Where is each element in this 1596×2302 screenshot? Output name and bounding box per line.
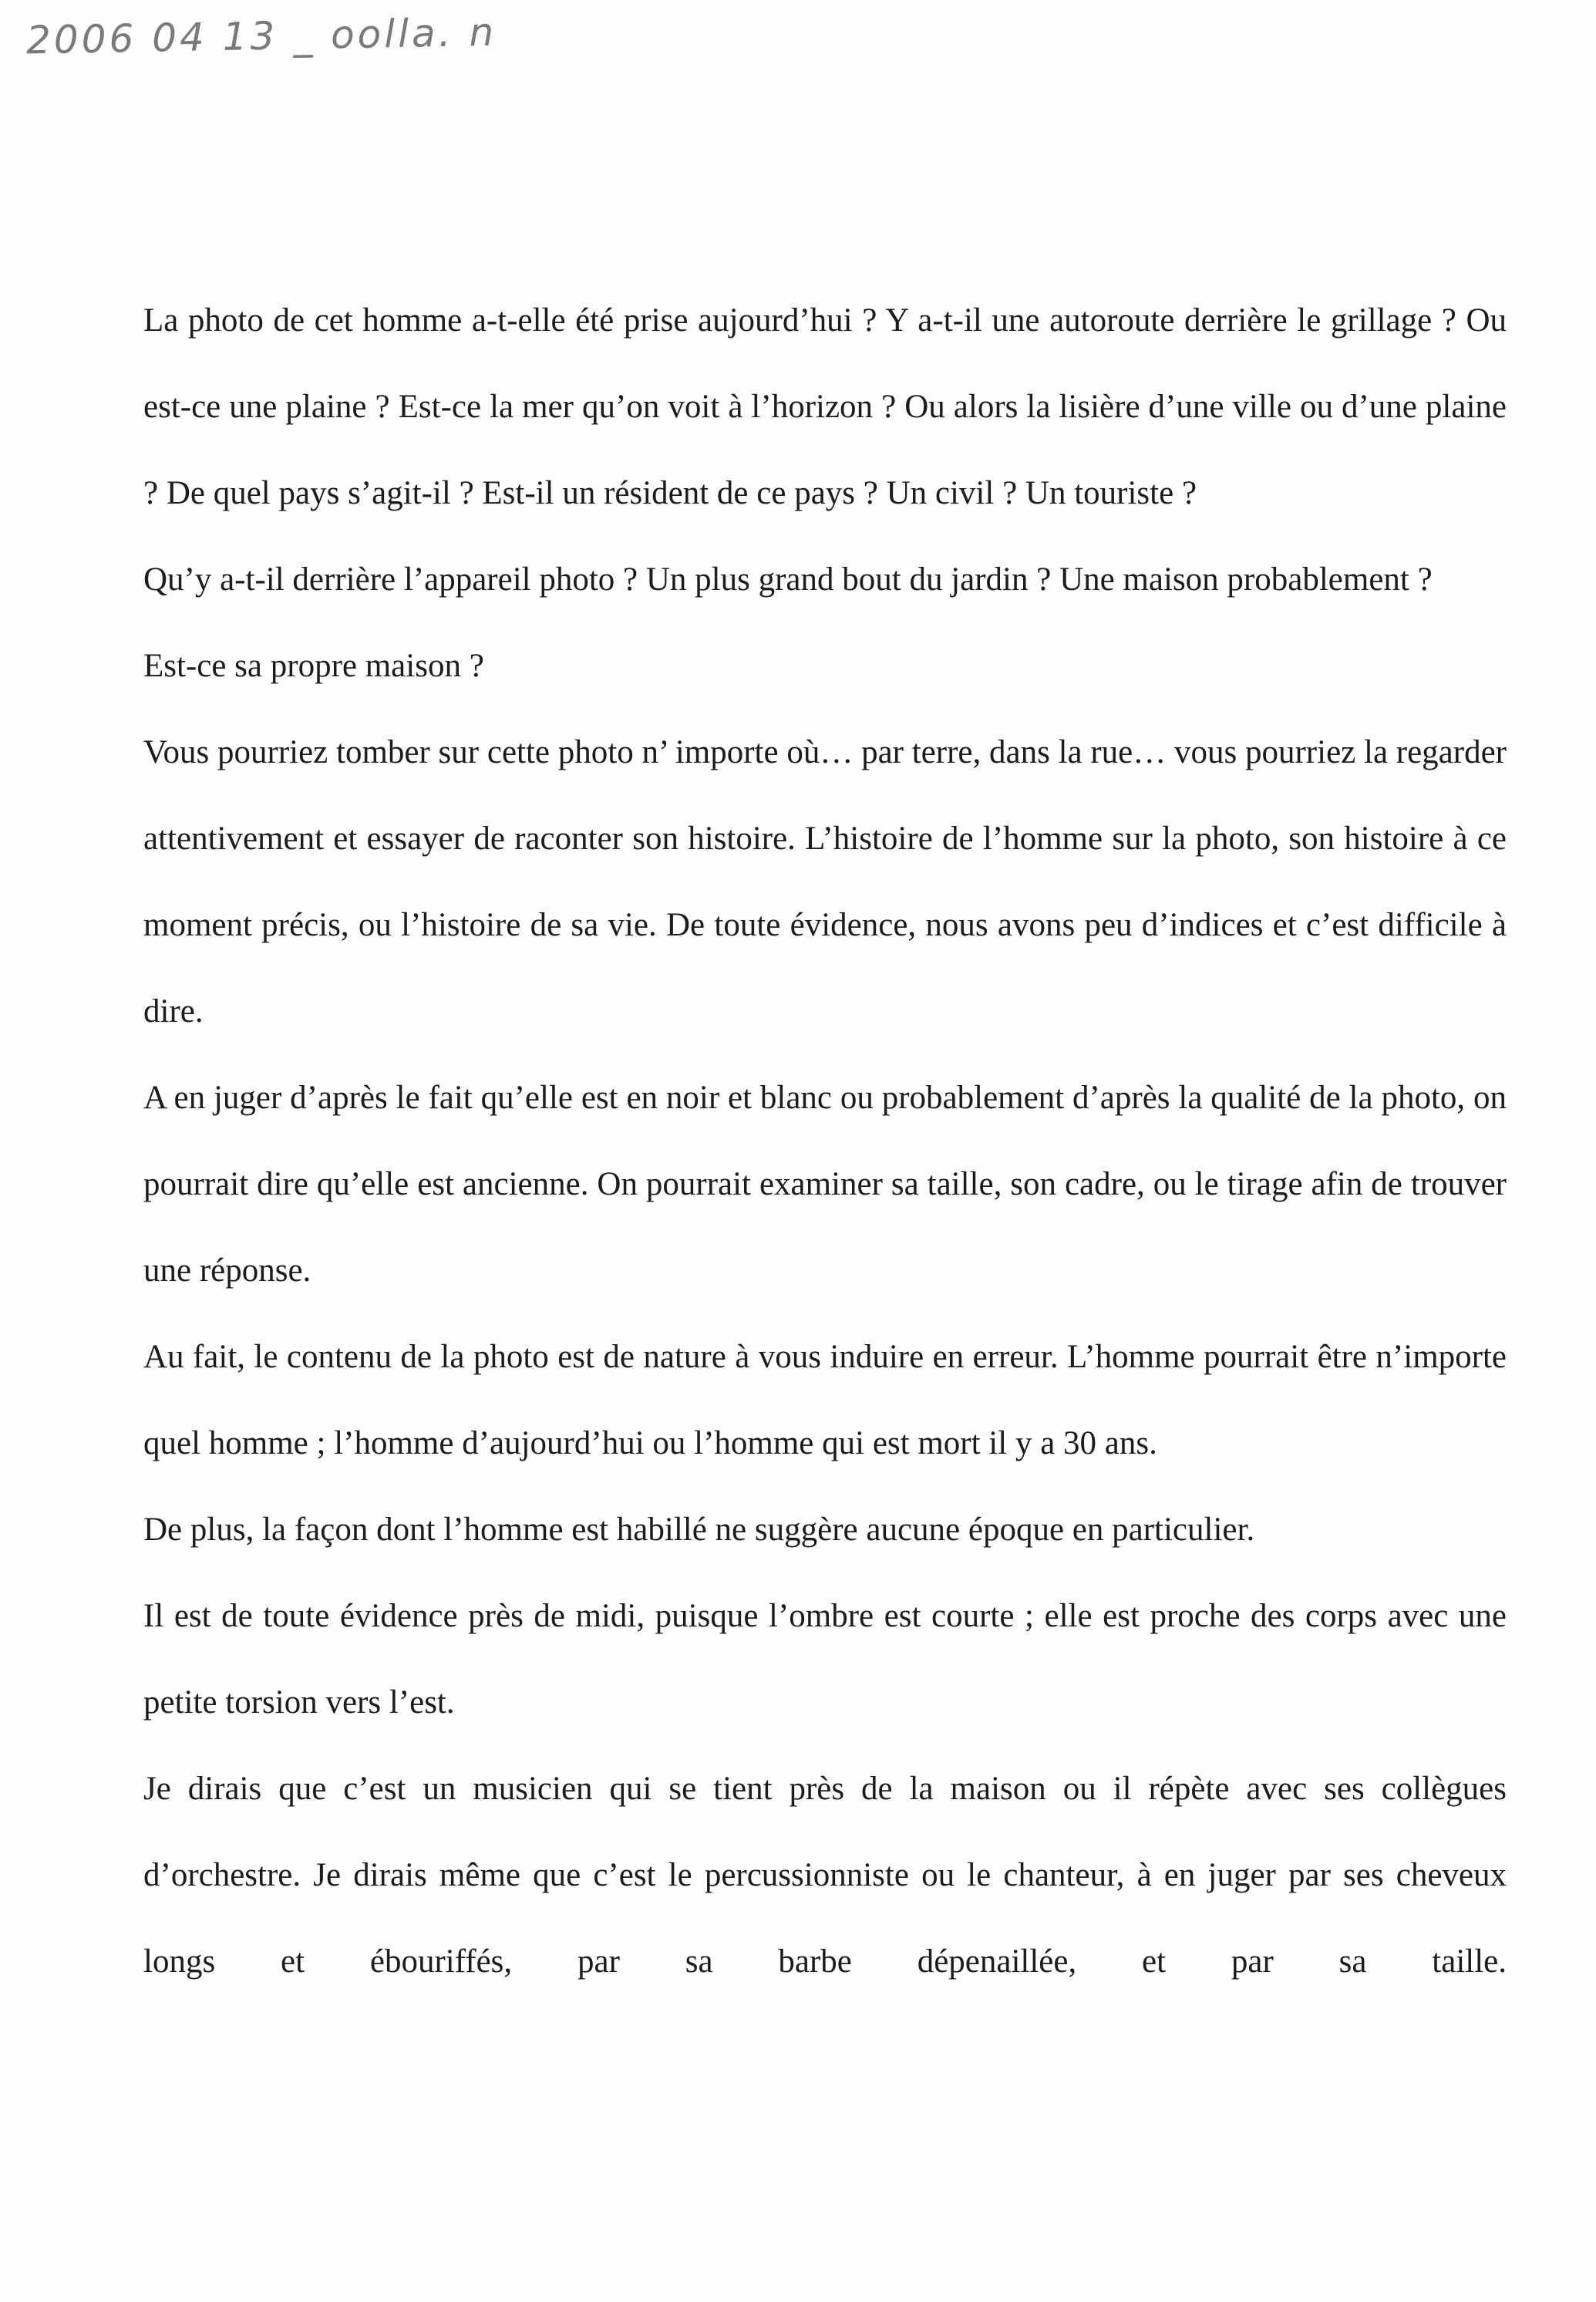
document-body bbox=[143, 278, 1507, 2005]
paragraph-1: La photo de cet homme a-t-elle été prise aujourd’hui ? Y a-t-il une autoroute derrière le grillage ? Ou est-ce une plaine ? Est-ce la mer qu’on voit à l’horizon ? Ou alors la lisière d’une ville ou d’une plaine ? De quel pays s’agit-il ? Est-il un résident de ce pays ? Un civil ? Un touriste ? bbox=[143, 302, 1507, 511]
handwritten-reference-note: 2006 04 13 _ oolla. n bbox=[25, 9, 497, 63]
paragraph-6: Au fait, le contenu de la photo est de nature à vous induire en erreur. L’homme pourrait être n’importe quel homme ; l’homme d’aujourd’hui ou l’homme qui est mort il y a 30 ans. bbox=[143, 1339, 1507, 1461]
paragraph-7: De plus, la façon dont l’homme est habillé ne suggère aucune époque en particulier. bbox=[143, 1512, 1255, 1548]
paragraph-8: Il est de toute évidence près de midi, puisque l’ombre est courte ; elle est proche des corps avec une petite torsion vers l’est. bbox=[143, 1598, 1507, 1721]
paragraph-5: A en juger d’après le fait qu’elle est en noir et blanc ou probablement d’après la qualité de la photo, on pourrait dire qu’elle est ancienne. On pourrait examiner sa taille, son cadre, ou le tirage afin de trouver une réponse. bbox=[143, 1080, 1507, 1289]
paragraph-2: Qu’y a-t-il derrière l’appareil photo ? Un plus grand bout du jardin ? Une maison probablement ? bbox=[143, 561, 1433, 598]
paragraph-3: Est-ce sa propre maison ? bbox=[143, 648, 484, 684]
paragraph-9: Je dirais que c’est un musicien qui se tient près de la maison ou il répète avec ses collègues d’orchestre. Je dirais même que c’est le percussionniste ou le chanteur, à en juger par ses cheveux longs et ébouriffés, par sa barbe dépenaillée, et par sa taille. bbox=[143, 1771, 1507, 1980]
paragraph-4: Vous pourriez tomber sur cette photo n’ importe où… par terre, dans la rue… vous pourriez la regarder attentivement et essayer de raconter son histoire. L’histoire de l’homme sur la photo, son histoire à ce moment précis, ou l’histoire de sa vie. De toute évidence, nous avons peu d’indices et c’est difficile à dire. bbox=[143, 734, 1507, 1030]
